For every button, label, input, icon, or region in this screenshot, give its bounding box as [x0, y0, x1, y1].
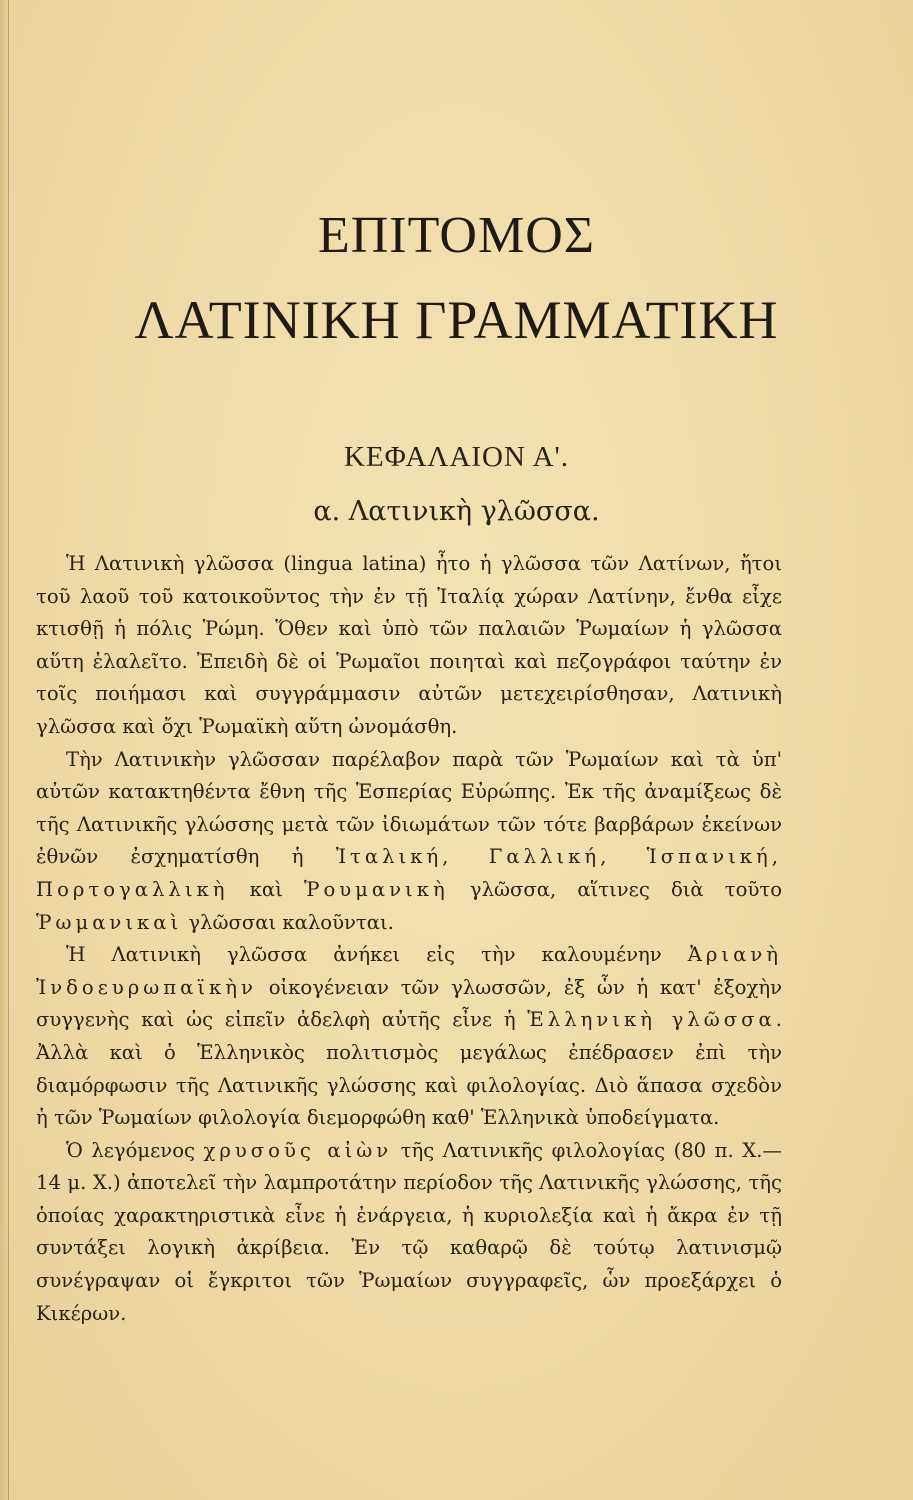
spaced-term-romance-languages: Ἰταλική, Γαλλική, Ἱσπανική, Πορτογαλλικὴ	[36, 845, 782, 901]
section-heading: α. Λατινικὴ γλῶσσα.	[313, 496, 600, 527]
spaced-term-romanic: Ῥωμανικαὶ	[36, 910, 183, 934]
spaced-term-golden-age: χρυσοῦς αἰὼν	[203, 1138, 393, 1162]
spaced-term-romanian: Ῥουμανικὴ	[303, 877, 449, 901]
paragraph-text: γλῶσσαι καλοῦνται.	[182, 910, 394, 934]
paragraph-1	[36, 548, 782, 744]
paragraph-text: γλῶσσα, αἵτινες διὰ τοῦτο	[448, 877, 782, 901]
spaced-term-indo-european: Ἀριανὴ Ἰνδοευρωπαϊκὴν	[36, 943, 782, 999]
paragraph-text: οἰκογένειαν τῶν γλωσσῶν, ἐξ ὧν ἡ κατ' ἐξοχὴν συγγενὴς καὶ ὡς εἰπεῖν ἀδελφὴ αὐτῆς εἶνε ἡ	[36, 975, 782, 1032]
paragraph-text: . Ἀλλὰ καὶ ὁ Ἑλληνικὸς πολιτισμὸς μεγάλως ἐπέδρασεν ἐπὶ τὴν διαμόρφωσιν τῆς Λατινικῆς γλώσσης καὶ φιλολογίας. Διὸ ἅπασα σχεδὸν ἡ τῶν Ῥωμαίων φιλολογία διεμορφώθη καθ' Ἑλληνικὰ ὑποδείγματα.	[36, 1008, 782, 1130]
paragraph-text: καὶ	[228, 877, 304, 901]
paragraph-2	[36, 744, 782, 940]
book-title-line-1: ΕΠΙΤΟΜΟΣ	[317, 207, 596, 264]
paragraph-text: Ὁ λεγόμενος	[66, 1138, 204, 1162]
paragraph-text: Τὴν Λατινικὴν γλῶσσαν παρέλαβον παρὰ τῶν Ῥωμαίων καὶ τὰ ὑπ' αὐτῶν κατακτηθέντα ἔθνη τῆς Ἑσπερίας Εὐρώπης. Ἐκ τῆς ἀναμίξεως δὲ τῆς Λατινικῆς γλώσσης μετὰ τῶν ἰδιωμάτων τῶν τότε βαρβάρων ἐκείνων ἐθνῶν ἐσχηματίσθη ἡ	[36, 747, 782, 869]
paragraph-4	[36, 1135, 782, 1331]
spaced-term-greek-language: Ἑλληνικὴ γλῶσσα	[527, 1008, 776, 1032]
book-title-line-2: ΛΑΤΙΝΙΚΗ ΓΡΑΜΜΑΤΙΚΗ	[134, 290, 779, 350]
paragraph-text: Ἡ Λατινικὴ γλῶσσα (lingua latina) ἦτο ἡ γλῶσσα τῶν Λατίνων, ἤτοι τοῦ λαοῦ τοῦ κατοικοῦντος τὴν ἐν τῇ Ἰταλίᾳ χώραν Λατίνην, ἔνθα εἶχε κτισθῇ ἡ πόλις Ῥώμη. Ὅθεν καὶ ὑπὸ τῶν παλαιῶν Ῥωμαίων ἡ γλῶσσα αὕτη ἐλαλεῖτο. Ἐπειδὴ δὲ οἱ Ῥωμαῖοι ποιηταὶ καὶ πεζογράφοι ταύτην ἐν τοῖς ποιήμασι καὶ συγγράμμασιν αὐτῶν μετεχειρίσθησαν, Λατινικὴ γλῶσσα καὶ ὄχι Ῥωμαϊκὴ αὕτη ὠνομάσθη.	[36, 552, 782, 738]
paragraph-text: τῆς Λατινικῆς φιλολογίας (80 π. Χ.—14 μ. Χ.) ἀποτελεῖ τὴν λαμπροτάτην περίοδον τῆς Λατινικῆς γλώσσης, τῆς ὁποίας χαρακτηριστικὰ εἶνε ἡ ἐνάργεια, ἡ κυριολεξία καὶ ἡ ἄκρα ἐν τῇ συντάξει λογικὴ ἀκρίβεια. Ἐν τῷ καθαρῷ δὲ τούτῳ λατινισμῷ συνέγραψαν οἱ ἔγκριτοι τῶν Ῥωμαίων συγγραφεῖς, ὧν προεξάρχει ὁ Κικέρων.	[36, 1138, 783, 1325]
chapter-heading: ΚΕΦΑΛΑΙΟΝ Α'.	[344, 441, 569, 473]
paragraph-text: Ἡ Λατινικὴ γλῶσσα ἀνήκει εἰς τὴν καλουμένην	[66, 943, 688, 967]
body-text	[36, 548, 782, 1330]
paragraph-3	[36, 939, 782, 1135]
